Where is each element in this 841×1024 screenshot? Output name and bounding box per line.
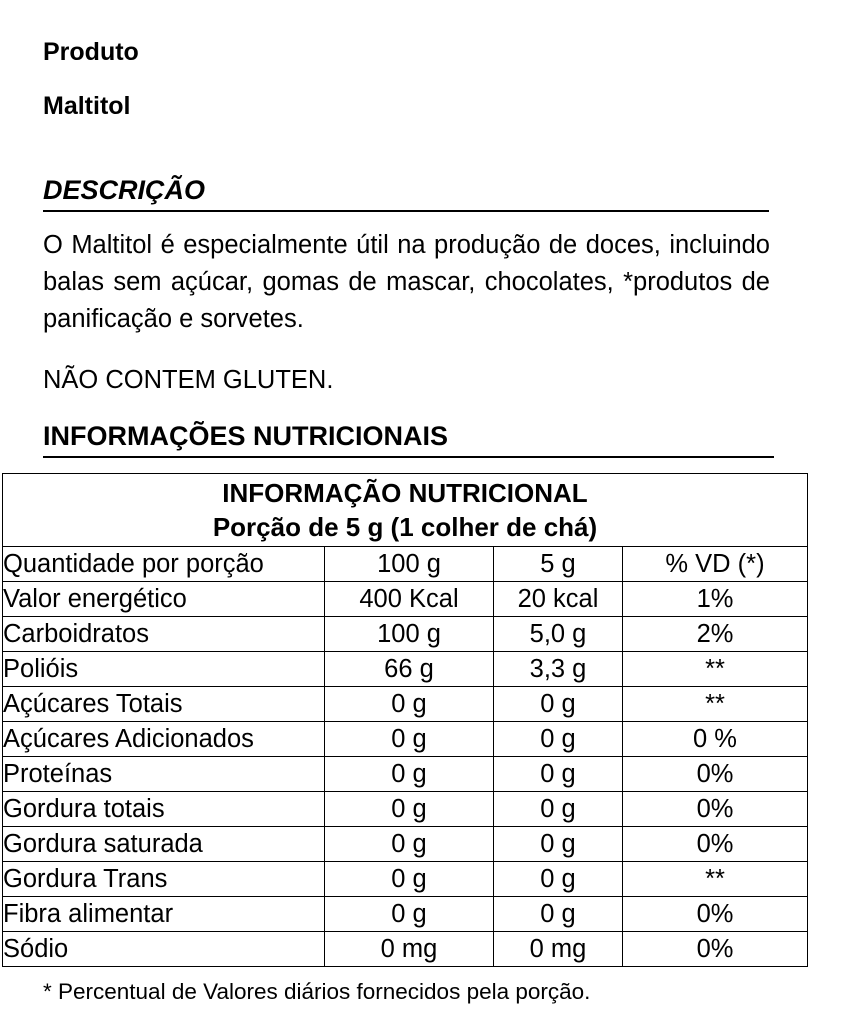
nutrient-name: Açúcares Adicionados xyxy=(3,722,325,757)
value-100g: 100 g xyxy=(325,617,494,652)
value-vd: 0% xyxy=(623,827,808,862)
value-5g: 0 g xyxy=(494,827,623,862)
table-row xyxy=(3,687,808,722)
value-100g: 0 g xyxy=(325,687,494,722)
value-vd: 0% xyxy=(623,897,808,932)
table-row xyxy=(3,862,808,897)
value-5g: 3,3 g xyxy=(494,652,623,687)
value-vd: 0% xyxy=(623,757,808,792)
nutrient-name: Fibra alimentar xyxy=(3,897,325,932)
value-100g: 0 g xyxy=(325,897,494,932)
nutrient-name: Polióis xyxy=(3,652,325,687)
value-vd: ** xyxy=(623,862,808,897)
value-vd: 1% xyxy=(623,582,808,617)
table-row xyxy=(3,582,808,617)
value-vd: 2% xyxy=(623,617,808,652)
value-5g: 0 g xyxy=(494,722,623,757)
table-row xyxy=(3,897,808,932)
nutrient-name: Gordura Trans xyxy=(3,862,325,897)
nutrient-name: Proteínas xyxy=(3,757,325,792)
nutrition-table-header-row xyxy=(3,547,808,582)
value-5g: 20 kcal xyxy=(494,582,623,617)
value-100g: 0 g xyxy=(325,757,494,792)
value-100g: 0 g xyxy=(325,827,494,862)
value-5g: 5,0 g xyxy=(494,617,623,652)
nutrient-name: Gordura totais xyxy=(3,792,325,827)
value-100g: 0 g xyxy=(325,862,494,897)
value-5g: 0 g xyxy=(494,897,623,932)
table-row xyxy=(3,652,808,687)
value-vd: 0% xyxy=(623,792,808,827)
value-5g: 0 g xyxy=(494,687,623,722)
value-100g: 66 g xyxy=(325,652,494,687)
value-5g: 0 g xyxy=(494,862,623,897)
value-5g: 0 mg xyxy=(494,932,623,967)
product-label: Produto xyxy=(43,38,139,66)
value-100g: 0 mg xyxy=(325,932,494,967)
gluten-notice: NÃO CONTEM GLUTEN. xyxy=(43,366,334,394)
table-row xyxy=(3,792,808,827)
table-row xyxy=(3,757,808,792)
product-name: Maltitol xyxy=(43,92,131,120)
table-row xyxy=(3,932,808,967)
description-heading: DESCRIÇÃO xyxy=(43,175,769,212)
value-vd: ** xyxy=(623,687,808,722)
value-5g: 0 g xyxy=(494,792,623,827)
nutrition-table-portion: Porção de 5 g (1 colher de chá) xyxy=(212,512,598,542)
nutrient-name: Sódio xyxy=(3,932,325,967)
value-5g: 0 g xyxy=(494,757,623,792)
footnote: * Percentual de Valores diários fornecidos pela porção. xyxy=(43,979,591,1004)
table-row xyxy=(3,722,808,757)
value-vd: 0% xyxy=(623,932,808,967)
value-vd: ** xyxy=(623,652,808,687)
nutrition-table xyxy=(2,473,808,967)
value-100g: 0 g xyxy=(325,792,494,827)
header-5g: 5 g xyxy=(494,547,623,582)
header-vd: % VD (*) xyxy=(623,547,808,582)
nutrient-name: Valor energético xyxy=(3,582,325,617)
value-vd: 0 % xyxy=(623,722,808,757)
nutrition-heading: INFORMAÇÕES NUTRICIONAIS xyxy=(43,421,774,458)
header-quantity: Quantidade por porção xyxy=(3,547,325,582)
nutrient-name: Gordura saturada xyxy=(3,827,325,862)
table-row xyxy=(3,827,808,862)
nutrient-name: Carboidratos xyxy=(3,617,325,652)
value-100g: 0 g xyxy=(325,722,494,757)
nutrition-table-title-cell xyxy=(3,474,808,547)
table-row xyxy=(3,617,808,652)
value-100g: 400 Kcal xyxy=(325,582,494,617)
nutrient-name: Açúcares Totais xyxy=(3,687,325,722)
nutrition-table-title: INFORMAÇÃO NUTRICIONAL xyxy=(222,478,588,508)
description-text: O Maltitol é especialmente útil na produção de doces, incluindo balas sem açúcar, gomas de mascar, chocolates, *produtos de panificação e sorvetes. xyxy=(43,231,770,333)
header-100g: 100 g xyxy=(325,547,494,582)
